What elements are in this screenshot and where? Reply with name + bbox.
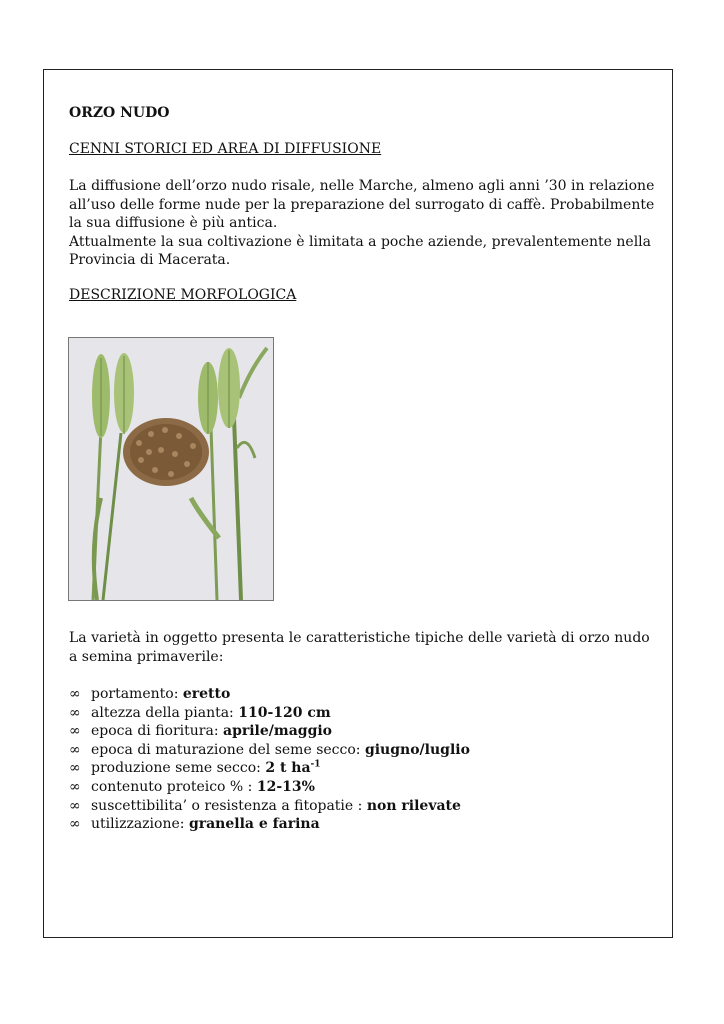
feature-label: altezza della pianta: <box>91 704 239 721</box>
feature-label: epoca di fioritura: <box>91 723 223 740</box>
infinity-bullet-icon: ∞ <box>69 723 81 740</box>
feature-value: eretto <box>182 686 231 702</box>
history-text-2: Attualmente la sua coltivazione è limitata a poche aziende, prevalentemente nella Provincia di Macerata. <box>69 233 652 268</box>
feature-value: 12-13% <box>256 778 315 795</box>
feature-label: utilizzazione: <box>91 816 189 833</box>
feature-item <box>69 741 470 760</box>
infinity-bullet-icon: ∞ <box>69 686 81 702</box>
intro-paragraph: La varietà in oggetto presenta le caratteristiche tipiche delle varietà di orzo nudo a semina primaverile: <box>69 630 650 665</box>
feature-list <box>69 685 470 834</box>
feature-value: giugno/luglio <box>364 741 470 758</box>
infinity-bullet-icon: ∞ <box>69 778 81 795</box>
feature-item <box>69 722 470 741</box>
feature-label: portamento: <box>91 686 183 702</box>
feature-value: granella e farina <box>188 816 320 833</box>
feature-value: aprile/maggio <box>223 723 333 740</box>
feature-item <box>69 704 470 723</box>
feature-value: non rilevate <box>366 797 461 814</box>
history-text-1: La diffusione dell’orzo nudo risale, nelle Marche, almeno agli anni ’30 in relazione all’uso delle forme nude per la preparazione del surrogato di caffè. Probabilmente la sua diffusione è più antica. <box>69 178 655 231</box>
feature-item <box>69 815 470 834</box>
infinity-bullet-icon: ∞ <box>69 760 81 777</box>
infinity-bullet-icon: ∞ <box>69 741 81 758</box>
feature-label: produzione seme secco: <box>91 760 266 777</box>
feature-item <box>69 759 470 778</box>
document-title: ORZO NUDO <box>69 105 170 121</box>
feature-label: suscettibilita’ o resistenza a fitopatie : <box>91 797 367 814</box>
barley-photo <box>68 337 274 601</box>
infinity-bullet-icon: ∞ <box>69 797 81 814</box>
feature-unit-exponent: -1 <box>310 759 321 770</box>
feature-item <box>69 797 470 816</box>
feature-value: 2 t ha <box>265 760 311 777</box>
feature-label: contenuto proteico % : <box>91 778 257 795</box>
section-heading-history: CENNI STORICI ED AREA DI DIFFUSIONE <box>69 141 382 157</box>
feature-item <box>69 778 470 797</box>
infinity-bullet-icon: ∞ <box>69 816 81 833</box>
history-paragraph <box>69 177 659 270</box>
feature-item <box>69 685 470 704</box>
barley-plant-icon <box>69 338 273 600</box>
infinity-bullet-icon: ∞ <box>69 704 81 721</box>
feature-label: epoca di maturazione del seme secco: <box>91 741 365 758</box>
section-heading-morphology: DESCRIZIONE MORFOLOGICA <box>69 287 297 303</box>
feature-value: 110-120 cm <box>238 704 331 721</box>
